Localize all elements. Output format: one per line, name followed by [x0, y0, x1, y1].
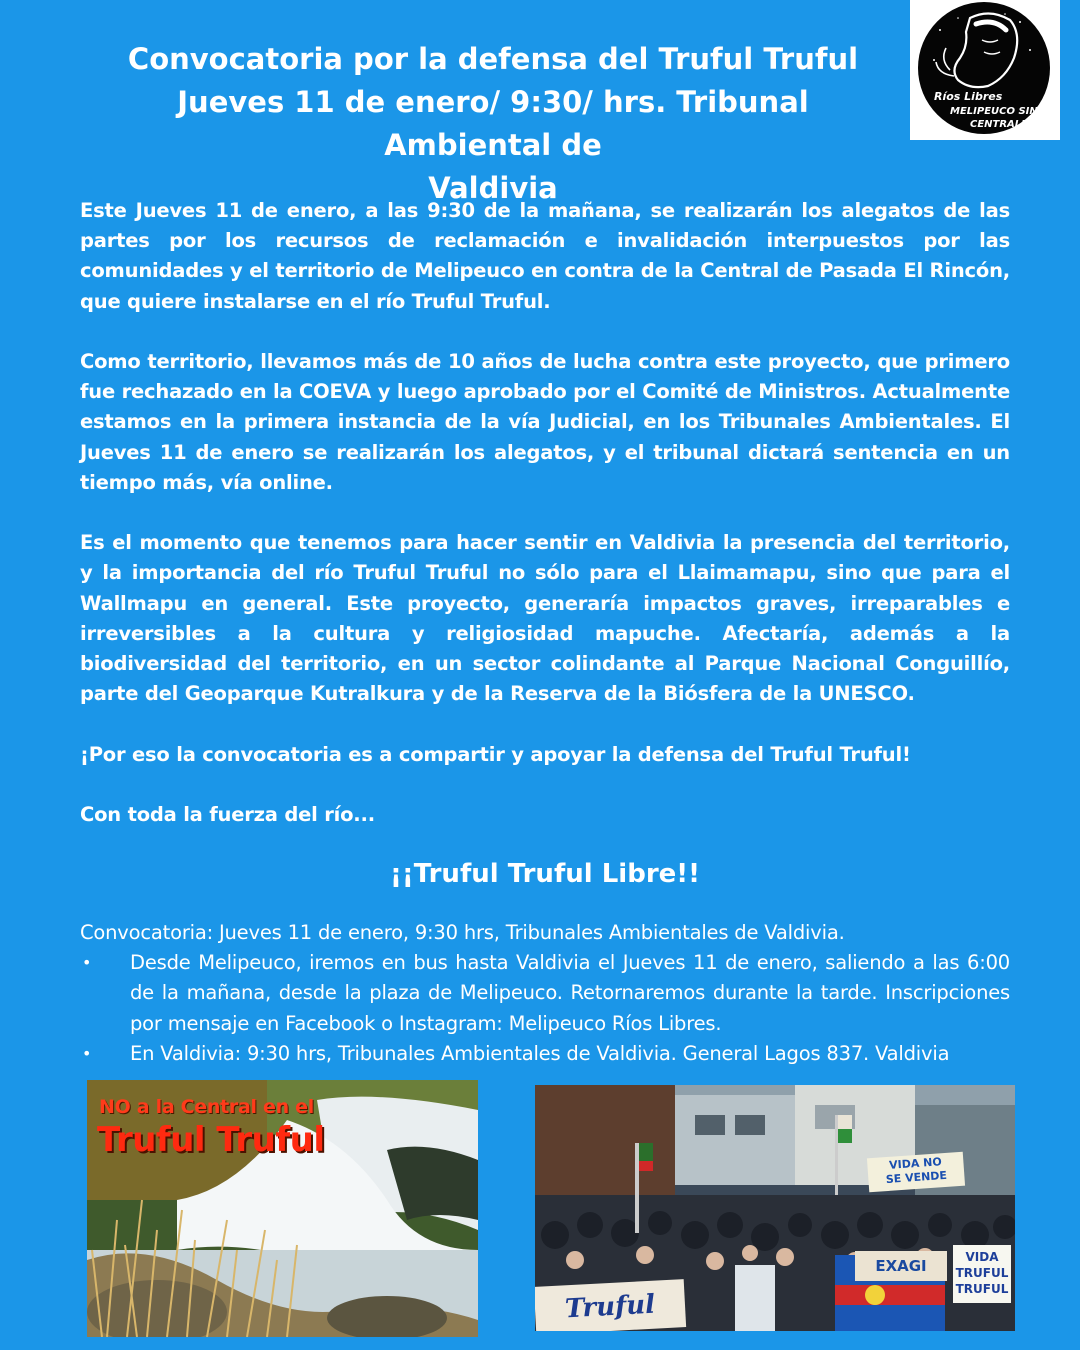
protest-sign-2 [953, 1245, 1011, 1303]
list-item-text: En Valdivia: 9:30 hrs, Tribunales Ambientales de Valdivia. General Lagos 837. Valdivia [130, 1041, 950, 1065]
protest-sign-line-2: SE VENDE [885, 1168, 948, 1187]
paragraph-3: Es el momento que tenemos para hacer sentir en Valdivia la presencia del territorio, y la importancia del río Truful Truful no sólo para el Llaimamapu, sino que para el Wallmapu en general. Este proyecto, generaría impactos graves, irreparables e irreversibles a la cultura y religiosidad mapuche. Afectaría, además a la biodiversidad del territorio, en un sector colindante al Parque Nacional Conguillío, parte del Geoparque Kutralkura y de la Reserva de la Biósfera de la UNESCO. [80, 531, 1010, 706]
title-line-2: Jueves 11 de enero/ 9:30/ hrs. Tribunal Ambiental de [177, 85, 809, 162]
poster-title: Truful Truful [97, 1120, 325, 1160]
paragraph-4: ¡Por eso la convocatoria es a compartir y apoyar la defensa del Truful Truful! [80, 742, 911, 766]
protest-sign-2-line-3: TRUFUL [955, 1282, 1009, 1296]
protest-sign-line-1: VIDA NO [888, 1155, 943, 1172]
page-title [90, 38, 896, 210]
info-intro: Convocatoria: Jueves 11 de enero, 9:30 hrs, Tribunales Ambientales de Valdivia. [80, 921, 845, 944]
protest-sign [867, 1152, 965, 1193]
logo-text-2: MELIPEUCO SIN [950, 106, 1038, 117]
paragraph-5: Con toda la fuerza del río... [80, 803, 375, 826]
bullet-icon: • [82, 1043, 92, 1063]
protest-sign-2-line-2: TRUFUL [955, 1266, 1009, 1280]
info-section [80, 918, 1010, 1069]
poster-image [87, 1080, 478, 1337]
title-line-1: Convocatoria por la defensa del Truful Truful [127, 42, 859, 76]
body-text [80, 196, 1010, 860]
protest-sign-2-line-1: VIDA [965, 1250, 999, 1264]
slogan: ¡¡Truful Truful Libre!! [390, 859, 700, 889]
poster-subtitle: NO a la Central en el [99, 1096, 314, 1118]
paragraph-2: Como territorio, llevamos más de 10 años de lucha contra este proyecto, que primero fue rechazado en la COEVA y luego aprobado por el Comité de Ministros. Actualmente estamos en la primera instancia de la vía Judicial, en los Tribunales Ambientales. El Jueves 11 de enero se realizarán los alegatos, y el tribunal dictará sentencia en un tiempo más, vía online. [80, 350, 1010, 494]
march-photo [535, 1085, 1015, 1331]
waterfall-illustration [87, 1080, 478, 1337]
protest-banner: Truful [535, 1279, 686, 1331]
logo [910, 0, 1060, 140]
logo-text-3: CENTRALES [970, 119, 1036, 130]
logo-text-1: Ríos Libres [934, 90, 1003, 103]
list-item [80, 948, 1010, 1039]
info-list [80, 948, 1010, 1069]
title-line-3: Valdivia [428, 171, 558, 205]
protest-banner-2: EXAGI [855, 1251, 947, 1281]
bullet-icon: • [82, 953, 92, 973]
list-item [80, 1039, 1010, 1069]
list-item-text: Desde Melipeuco, iremos en bus hasta Valdivia el Jueves 11 de enero, saliendo a las 6:00 de la mañana, desde la plaza de Melipeuco. Retornaremos durante la tarde. Inscripciones por mensaje en Facebook o Instagram: Melipeuco Ríos Libres. [130, 951, 1010, 1035]
logo-graphic [910, 0, 1060, 140]
paragraph-1: Este Jueves 11 de enero, a las 9:30 de la mañana, se realizarán los alegatos de las partes por los recursos de reclamación e invalidación interpuestos por las comunidades y el territorio de Melipeuco en contra de la Central de Pasada El Rincón, que quiere instalarse en el río Truful Truful. [80, 199, 1010, 313]
